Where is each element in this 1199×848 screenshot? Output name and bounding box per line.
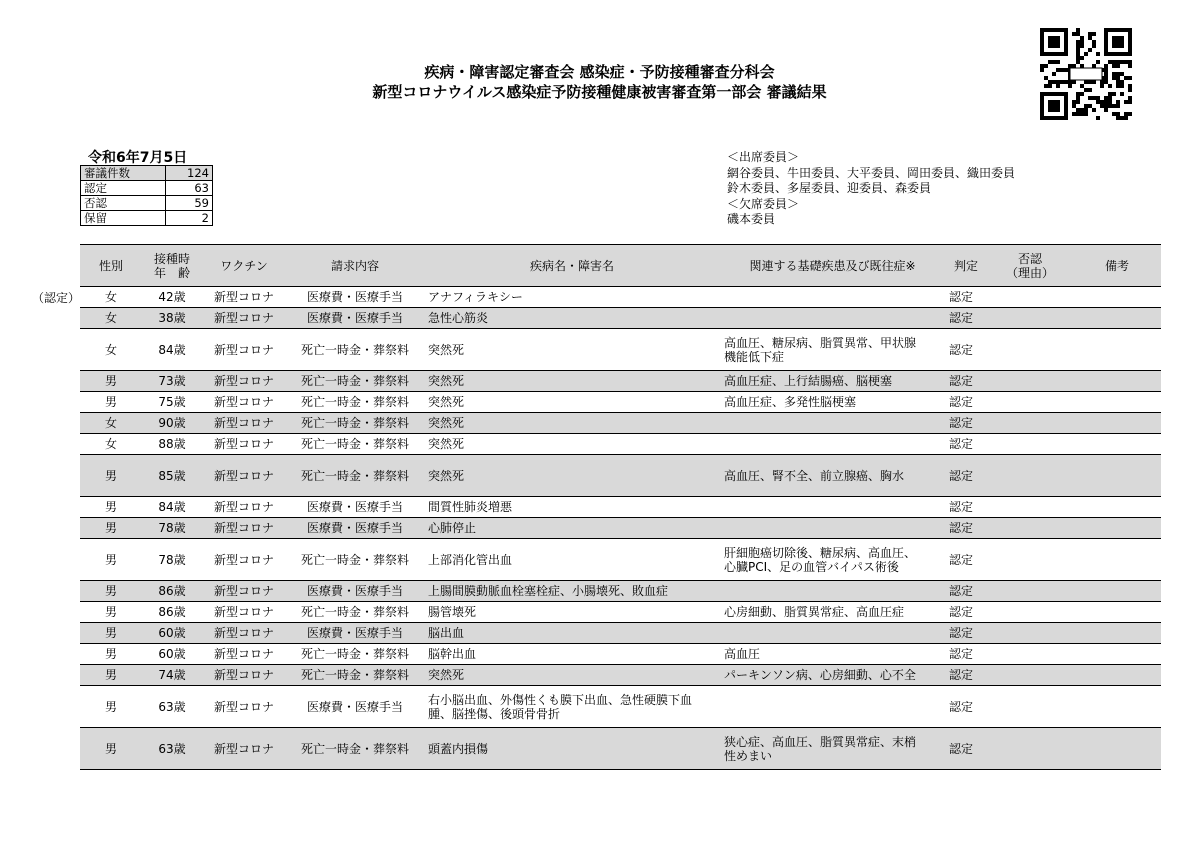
cell-vaccine: 新型コロナ (202, 329, 286, 371)
cell-denial-reason (987, 371, 1073, 392)
cell-judgment: 認定 (945, 539, 987, 581)
cell-disease (424, 728, 720, 770)
table-row (80, 329, 1161, 371)
cell-judgment: 認定 (945, 686, 987, 728)
summary-value: 59 (166, 196, 213, 211)
cell-vaccine: 新型コロナ (202, 623, 286, 644)
cell-disease (424, 308, 720, 329)
cell-denial-reason (987, 518, 1073, 539)
table-row (80, 581, 1161, 602)
cell-history (720, 686, 945, 728)
cell-vaccine: 新型コロナ (202, 371, 286, 392)
cell-vaccine: 新型コロナ (202, 308, 286, 329)
cell-denial-reason (987, 455, 1073, 497)
cell-judgment: 認定 (945, 602, 987, 623)
cell-denial-reason (987, 665, 1073, 686)
table-row (80, 308, 1161, 329)
cell-disease (424, 602, 720, 623)
cell-claim: 死亡一時金・葬祭料 (286, 728, 424, 770)
summary-label: 保留 (81, 211, 166, 226)
cell-disease-line: 突然死 (428, 374, 465, 388)
cell-age: 90歳 (142, 413, 202, 434)
cell-vaccine: 新型コロナ (202, 434, 286, 455)
summary-label: 否認 (81, 196, 166, 211)
cell-sex: 男 (80, 497, 142, 518)
cell-history (720, 623, 945, 644)
section-label-approved: （認定） (32, 291, 81, 305)
summary-row (81, 196, 213, 211)
cell-denial-reason (987, 287, 1073, 308)
header-denial-reason: 否認 （理由） (987, 245, 1073, 287)
cell-claim: 死亡一時金・葬祭料 (286, 371, 424, 392)
cell-history (720, 413, 945, 434)
cell-sex: 女 (80, 329, 142, 371)
cell-history (720, 518, 945, 539)
header-history: 関連する基礎疾患及び既往症※ (720, 245, 945, 287)
cell-history (720, 728, 945, 770)
cell-denial-reason (987, 539, 1073, 581)
cell-disease (424, 581, 720, 602)
cell-vaccine: 新型コロナ (202, 539, 286, 581)
header-vaccine: ワクチン (202, 245, 286, 287)
cell-history (720, 644, 945, 665)
table-row (80, 644, 1161, 665)
cell-disease-line: 上腸間膜動脈血栓塞栓症、小腸壊死、敗血症 (428, 584, 669, 598)
cell-disease (424, 413, 720, 434)
cell-age: 78歳 (142, 539, 202, 581)
summary-table (80, 165, 213, 226)
cell-disease-line: 上部消化管出血 (428, 552, 513, 567)
cell-remarks (1073, 728, 1161, 770)
cell-sex: 女 (80, 413, 142, 434)
cell-claim: 医療費・医療手当 (286, 686, 424, 728)
cell-denial-reason (987, 644, 1073, 665)
cell-claim: 死亡一時金・葬祭料 (286, 539, 424, 581)
cell-disease (424, 518, 720, 539)
cell-claim: 医療費・医療手当 (286, 518, 424, 539)
cell-denial-reason (987, 497, 1073, 518)
cell-history-line: 高血圧症、上行結腸癌、脳梗塞 (724, 374, 893, 388)
cell-claim: 死亡一時金・葬祭料 (286, 455, 424, 497)
cell-disease (424, 644, 720, 665)
header-judgment: 判定 (945, 245, 987, 287)
cell-vaccine: 新型コロナ (202, 455, 286, 497)
cell-history (720, 602, 945, 623)
cell-history-line: 狭心症、高血圧、脂質異常症、末梢 (724, 734, 917, 749)
cell-vaccine: 新型コロナ (202, 413, 286, 434)
cell-disease-line: 突然死 (428, 342, 465, 357)
cell-disease-line: 急性心筋炎 (428, 311, 489, 325)
cell-age: 60歳 (142, 644, 202, 665)
cell-judgment: 認定 (945, 644, 987, 665)
cell-age: 88歳 (142, 434, 202, 455)
cell-remarks (1073, 392, 1161, 413)
cell-claim: 死亡一時金・葬祭料 (286, 413, 424, 434)
table-row (80, 455, 1161, 497)
header-claim: 請求内容 (286, 245, 424, 287)
cell-history (720, 539, 945, 581)
table-row (80, 371, 1161, 392)
cell-judgment: 認定 (945, 392, 987, 413)
cell-judgment: 認定 (945, 518, 987, 539)
cell-disease-line: 脳幹出血 (428, 647, 477, 661)
cell-denial-reason (987, 623, 1073, 644)
table-row (80, 413, 1161, 434)
cell-history-line: 心房細動、脂質異常症、高血圧症 (724, 605, 905, 619)
cell-sex: 女 (80, 434, 142, 455)
cell-disease (424, 455, 720, 497)
cell-history (720, 497, 945, 518)
table-row (80, 287, 1161, 308)
cell-sex: 男 (80, 539, 142, 581)
absent-members-line: 磯本委員 (727, 212, 776, 226)
cell-age: 74歳 (142, 665, 202, 686)
cell-claim: 死亡一時金・葬祭料 (286, 602, 424, 623)
cell-judgment: 認定 (945, 728, 987, 770)
summary-row (81, 166, 213, 181)
cell-age: 42歳 (142, 287, 202, 308)
cell-sex: 女 (80, 308, 142, 329)
cell-history-line: 高血圧、糖尿病、脂質異常、甲状腺 (724, 335, 917, 350)
cell-disease-line: 心肺停止 (428, 521, 477, 535)
cell-judgment: 認定 (945, 623, 987, 644)
cell-disease-line: 突然死 (428, 437, 465, 451)
cell-claim: 医療費・医療手当 (286, 308, 424, 329)
cell-vaccine: 新型コロナ (202, 581, 286, 602)
cell-sex: 男 (80, 602, 142, 623)
cell-vaccine: 新型コロナ (202, 392, 286, 413)
cell-judgment: 認定 (945, 665, 987, 686)
cell-claim: 医療費・医療手当 (286, 287, 424, 308)
cell-judgment: 認定 (945, 497, 987, 518)
cell-sex: 男 (80, 728, 142, 770)
cell-remarks (1073, 665, 1161, 686)
title-line-1: 疾病・障害認定審査会 感染症・予防接種審査分科会 (424, 63, 775, 81)
cell-history (720, 581, 945, 602)
cell-claim: 死亡一時金・葬祭料 (286, 329, 424, 371)
cell-judgment: 認定 (945, 308, 987, 329)
cell-disease-line: 腸管壊死 (428, 605, 477, 619)
cell-history-line: 高血圧、腎不全、前立腺癌、胸水 (724, 468, 905, 483)
cell-disease (424, 665, 720, 686)
table-row (80, 518, 1161, 539)
cell-history (720, 392, 945, 413)
cell-vaccine: 新型コロナ (202, 665, 286, 686)
cell-vaccine: 新型コロナ (202, 644, 286, 665)
cell-denial-reason (987, 392, 1073, 413)
summary-value: 63 (166, 181, 213, 196)
cell-history (720, 455, 945, 497)
summary-label: 審議件数 (81, 166, 166, 181)
cell-judgment: 認定 (945, 581, 987, 602)
table-row (80, 497, 1161, 518)
cell-vaccine: 新型コロナ (202, 728, 286, 770)
summary-value: 2 (166, 211, 213, 226)
cell-age: 73歳 (142, 371, 202, 392)
cell-judgment: 認定 (945, 371, 987, 392)
cell-disease (424, 686, 720, 728)
cell-disease (424, 392, 720, 413)
cell-age: 84歳 (142, 497, 202, 518)
cell-remarks (1073, 287, 1161, 308)
cell-remarks (1073, 602, 1161, 623)
members-block (727, 150, 1015, 228)
header-disease: 疾病名・障害名 (424, 245, 720, 287)
cell-judgment: 認定 (945, 413, 987, 434)
cell-denial-reason (987, 308, 1073, 329)
cell-history-line: 高血圧 (724, 647, 761, 661)
table-row (80, 623, 1161, 644)
cell-denial-reason (987, 329, 1073, 371)
cell-judgment: 認定 (945, 434, 987, 455)
cell-history-line: パーキンソン病、心房細動、心不全 (724, 668, 916, 682)
cell-sex: 男 (80, 623, 142, 644)
cell-sex: 男 (80, 581, 142, 602)
cell-history (720, 434, 945, 455)
table-row (80, 602, 1161, 623)
table-header-row (80, 245, 1161, 287)
cell-claim: 医療費・医療手当 (286, 623, 424, 644)
summary-row (81, 181, 213, 196)
cell-sex: 男 (80, 665, 142, 686)
cell-disease-line: 腫、脳挫傷、後頭骨骨折 (428, 706, 561, 721)
cell-denial-reason (987, 728, 1073, 770)
cell-age: 63歳 (142, 728, 202, 770)
title-line-2: 新型コロナウイルス感染症予防接種健康被害審査第一部会 審議結果 (372, 83, 827, 101)
cell-claim: 医療費・医療手当 (286, 497, 424, 518)
cell-sex: 女 (80, 287, 142, 308)
cell-claim: 死亡一時金・葬祭料 (286, 434, 424, 455)
cell-age: 75歳 (142, 392, 202, 413)
cell-history-line: 心臓PCI、足の血管バイパス術後 (724, 559, 899, 574)
cell-disease (424, 623, 720, 644)
cell-disease-line: 突然死 (428, 668, 465, 682)
cell-vaccine: 新型コロナ (202, 497, 286, 518)
absent-members-header: ＜欠席委員＞ (727, 196, 800, 211)
cell-age: 85歳 (142, 455, 202, 497)
cell-age: 60歳 (142, 623, 202, 644)
present-members-line: 網谷委員、牛田委員、大平委員、岡田委員、織田委員 (727, 165, 1016, 180)
header-remarks: 備考 (1073, 245, 1161, 287)
cell-remarks (1073, 308, 1161, 329)
cell-disease-line: 脳出血 (428, 626, 465, 640)
cell-disease (424, 539, 720, 581)
cell-vaccine: 新型コロナ (202, 602, 286, 623)
cell-disease-line: 頭蓋内損傷 (428, 741, 489, 756)
cell-history-line: 性めまい (724, 748, 773, 763)
cell-disease (424, 329, 720, 371)
qr-code-icon (1040, 28, 1132, 120)
cell-denial-reason (987, 686, 1073, 728)
cell-sex: 男 (80, 371, 142, 392)
cell-remarks (1073, 497, 1161, 518)
cell-claim: 死亡一時金・葬祭料 (286, 644, 424, 665)
table-row (80, 686, 1161, 728)
cell-age: 38歳 (142, 308, 202, 329)
cell-history-line: 高血圧症、多発性脳梗塞 (724, 395, 857, 409)
cell-disease-line: 突然死 (428, 416, 465, 430)
table-row (80, 539, 1161, 581)
cell-remarks (1073, 329, 1161, 371)
cell-age: 84歳 (142, 329, 202, 371)
cell-age: 78歳 (142, 518, 202, 539)
cell-denial-reason (987, 413, 1073, 434)
cell-judgment: 認定 (945, 287, 987, 308)
table-row (80, 728, 1161, 770)
summary-row (81, 211, 213, 226)
cell-age: 63歳 (142, 686, 202, 728)
cell-remarks (1073, 644, 1161, 665)
cell-sex: 男 (80, 644, 142, 665)
present-members-header: ＜出席委員＞ (727, 150, 800, 164)
cell-history (720, 287, 945, 308)
cell-disease-line: アナフィラキシー (428, 290, 523, 304)
cell-remarks (1073, 623, 1161, 644)
table-row (80, 392, 1161, 413)
present-members-line: 鈴木委員、多屋委員、迎委員、森委員 (727, 181, 932, 195)
cell-vaccine: 新型コロナ (202, 518, 286, 539)
cell-age: 86歳 (142, 581, 202, 602)
cell-sex: 男 (80, 686, 142, 728)
cell-disease-line: 右小脳出血、外傷性くも膜下出血、急性硬膜下血 (428, 692, 693, 707)
cell-remarks (1073, 686, 1161, 728)
table-row (80, 665, 1161, 686)
cell-judgment: 認定 (945, 329, 987, 371)
cell-disease-line: 突然死 (428, 468, 465, 483)
results-table (80, 244, 1161, 770)
cell-sex: 男 (80, 455, 142, 497)
cell-remarks (1073, 434, 1161, 455)
cell-vaccine: 新型コロナ (202, 686, 286, 728)
cell-disease (424, 434, 720, 455)
header-age: 接種時 年 齢 (142, 245, 202, 287)
cell-history-line: 機能低下症 (724, 349, 785, 364)
cell-sex: 男 (80, 518, 142, 539)
cell-disease (424, 287, 720, 308)
cell-age: 86歳 (142, 602, 202, 623)
summary-value: 124 (166, 166, 213, 181)
cell-remarks (1073, 413, 1161, 434)
cell-history (720, 665, 945, 686)
cell-history-line: 肝細胞癌切除後、糖尿病、高血圧、 (724, 545, 917, 560)
cell-remarks (1073, 455, 1161, 497)
cell-remarks (1073, 371, 1161, 392)
cell-remarks (1073, 539, 1161, 581)
cell-denial-reason (987, 434, 1073, 455)
cell-disease (424, 497, 720, 518)
cell-claim: 死亡一時金・葬祭料 (286, 392, 424, 413)
cell-disease-line: 間質性肺炎増悪 (428, 500, 513, 514)
cell-vaccine: 新型コロナ (202, 287, 286, 308)
cell-history (720, 329, 945, 371)
summary-label: 認定 (81, 181, 166, 196)
cell-history (720, 371, 945, 392)
cell-sex: 男 (80, 392, 142, 413)
cell-remarks (1073, 581, 1161, 602)
cell-denial-reason (987, 581, 1073, 602)
cell-disease (424, 371, 720, 392)
cell-remarks (1073, 518, 1161, 539)
cell-claim: 医療費・医療手当 (286, 581, 424, 602)
cell-disease-line: 突然死 (428, 395, 465, 409)
cell-judgment: 認定 (945, 455, 987, 497)
cell-denial-reason (987, 602, 1073, 623)
cell-history (720, 308, 945, 329)
table-row (80, 434, 1161, 455)
cell-claim: 死亡一時金・葬祭料 (286, 665, 424, 686)
meeting-date: 令和6年7月5日 (88, 150, 188, 166)
header-sex: 性別 (80, 245, 142, 287)
